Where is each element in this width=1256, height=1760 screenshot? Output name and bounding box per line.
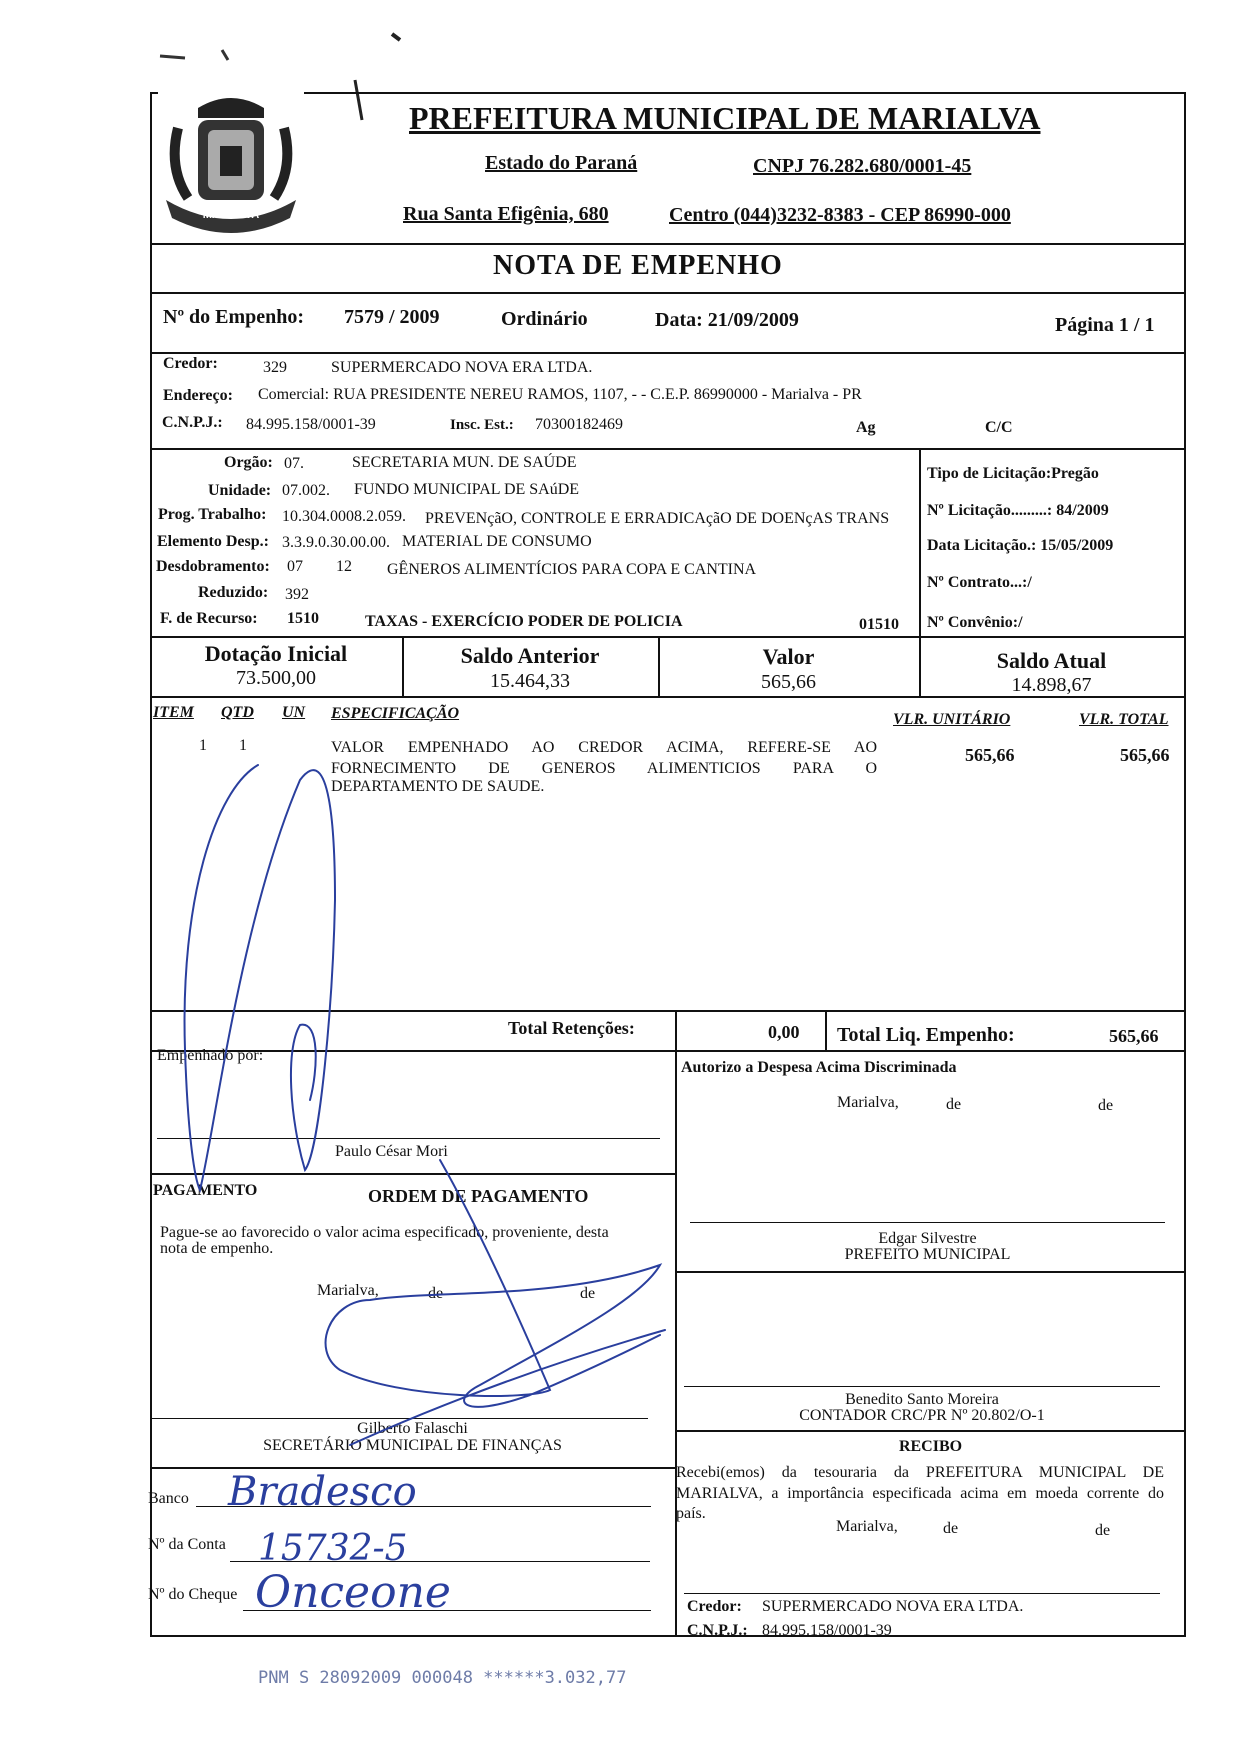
item-desc-line2: FORNECIMENTO DE GENEROS ALIMENTICIOS PARA O	[331, 760, 877, 777]
recibo-cnpj: 84.995.158/0001-39	[762, 1622, 892, 1639]
empenho-number-label: Nº do Empenho:	[163, 306, 305, 328]
item-desc-line1: VALOR EMPENHADO AO CREDOR ACIMA, REFERE-SE AO	[331, 739, 877, 756]
autorizo-de-1: de	[946, 1096, 962, 1113]
secretario-name: Gilberto Falaschi	[357, 1420, 468, 1437]
contador-role: CONTADOR CRC/PR Nº 20.802/O-1	[799, 1407, 1045, 1424]
numero-licitacao: Nº Licitação.........: 84/2009	[927, 502, 1109, 519]
dotacao-inicial-value: 73.500,00	[236, 667, 316, 689]
recibo-credor-name: SUPERMERCADO NOVA ERA LTDA.	[762, 1598, 1024, 1615]
prog-trabalho-code: 10.304.0008.2.059.	[282, 508, 406, 525]
recibo-city: Marialva,	[836, 1518, 898, 1535]
recibo-cnpj-label: C.N.P.J.:	[687, 1622, 748, 1639]
account-label: C/C	[985, 419, 1013, 436]
orgao-code: 07.	[284, 455, 304, 472]
ordem-pagamento-title: ORDEM DE PAGAMENTO	[368, 1186, 589, 1206]
fonte-recurso-name: TAXAS - EXERCÍCIO PODER DE POLICIA	[365, 613, 683, 630]
elemento-name: MATERIAL DE CONSUMO	[402, 533, 592, 550]
insc-est-label: Insc. Est.:	[450, 417, 514, 433]
municipal-crest-icon	[158, 88, 304, 238]
saldo-anterior-value: 15.464,33	[490, 670, 570, 692]
total-retencoes-value: 0,00	[768, 1022, 800, 1042]
prefeito-role: PREFEITO MUNICIPAL	[844, 1246, 1011, 1263]
fonte-recurso-label: F. de Recurso:	[160, 610, 258, 627]
tipo-licitacao: Tipo de Licitação:Pregão	[927, 465, 1099, 482]
empenho-date: Data: 21/09/2009	[655, 309, 799, 331]
desdobramento-name: GÊNEROS ALIMENTÍCIOS PARA COPA E CANTINA	[387, 561, 757, 578]
pagamento-text-1: Pague-se ao favorecido o valor acima especificado, proveniente, desta	[160, 1224, 609, 1241]
saldo-atual-label: Saldo Atual	[996, 648, 1107, 673]
recibo-de-2: de	[1095, 1522, 1111, 1539]
col-vlr-unitario: VLR. UNITÁRIO	[893, 711, 1011, 728]
handwritten-cheque: Onceone	[255, 1567, 451, 1618]
pagamento-city: Marialva,	[317, 1282, 379, 1299]
dotacao-inicial-label: Dotação Inicial	[204, 641, 348, 666]
valor-label: Valor	[762, 644, 815, 669]
col-vlr-total: VLR. TOTAL	[1079, 711, 1169, 728]
autorizo-city: Marialva,	[837, 1094, 899, 1111]
pagamento-label: PAGAMENTO	[153, 1182, 258, 1199]
pagamento-de-1: de	[428, 1285, 444, 1302]
total-liquido-label: Total Liq. Empenho:	[837, 1024, 1015, 1046]
empenho-type: Ordinário	[501, 308, 588, 330]
banco-label: Banco	[148, 1490, 189, 1507]
endereco-label: Endereço:	[163, 387, 233, 404]
insc-est: 70300182469	[535, 416, 623, 433]
fonte-recurso-number: 01510	[859, 616, 899, 633]
item-vlr-unitario: 565,66	[965, 745, 1015, 765]
numero-contrato: Nº Contrato...:/	[927, 574, 1032, 591]
col-qtd: QTD	[221, 704, 254, 721]
item-vlr-total: 565,66	[1120, 745, 1170, 765]
handwritten-banco: Bradesco	[228, 1469, 417, 1515]
recibo-text-1: Recebi(emos) da tesouraria da PREFEITURA MUNICIPAL DE	[676, 1464, 1164, 1481]
prefeito-name: Edgar Silvestre	[878, 1230, 977, 1247]
municipality-cnpj: CNPJ 76.282.680/0001-45	[753, 155, 972, 177]
credor-label: Credor:	[163, 355, 218, 372]
document-title: NOTA DE EMPENHO	[493, 250, 783, 281]
numero-convenio: Nº Convênio:/	[927, 614, 1023, 631]
col-un: UN	[282, 704, 306, 721]
empenho-number: 7579 / 2009	[344, 306, 440, 328]
contador-name: Benedito Santo Moreira	[845, 1391, 999, 1408]
credor-address: Comercial: RUA PRESIDENTE NEREU RAMOS, 1107, - - C.E.P. 86990000 - Marialva - PR	[258, 386, 862, 403]
handwritten-conta: 15732-5	[258, 1528, 408, 1569]
elemento-code: 3.3.9.0.30.00.00.	[282, 534, 390, 551]
municipality-title: PREFEITURA MUNICIPAL DE MARIALVA	[409, 100, 1041, 136]
payment-stamp: PNM S 28092009 000048 ******3.032,77	[258, 1668, 627, 1688]
agency-label: Ag	[856, 419, 876, 436]
saldo-anterior-label: Saldo Anterior	[460, 643, 600, 668]
conta-label: Nº da Conta	[148, 1536, 226, 1553]
unidade-code: 07.002.	[282, 482, 330, 499]
state-name: Estado do Paraná	[485, 152, 638, 174]
cheque-label: Nº do Cheque	[148, 1586, 238, 1603]
recibo-credor-label: Credor:	[687, 1598, 742, 1615]
prog-trabalho-name: PREVENçãO, CONTROLE E ERRADICAçãO DE DOENçAS TRANS	[425, 510, 890, 527]
empenhado-por-label: Empenhado por:	[157, 1047, 264, 1064]
recibo-title: RECIBO	[898, 1438, 963, 1455]
orgao-label: Orgão:	[224, 454, 273, 471]
item-number: 1	[199, 737, 207, 754]
address-details: Centro (044)3232-8383 - CEP 86990-000	[669, 204, 1011, 226]
credor-cnpj-label: C.N.P.J.:	[162, 414, 223, 431]
secretario-role: SECRETÁRIO MUNICIPAL DE FINANÇAS	[263, 1437, 562, 1454]
desdobramento-a: 07	[287, 558, 303, 575]
desdobramento-b: 12	[336, 558, 352, 575]
credor-code: 329	[263, 359, 287, 376]
pagamento-de-2: de	[580, 1285, 596, 1302]
saldo-atual-value: 14.898,67	[1011, 674, 1092, 696]
orgao-name: SECRETARIA MUN. DE SAÚDE	[352, 454, 577, 471]
autorizo-label: Autorizo a Despesa Acima Discriminada	[681, 1059, 957, 1076]
elemento-label: Elemento Desp.:	[157, 533, 269, 550]
item-desc-line3: DEPARTAMENTO DE SAUDE.	[331, 778, 545, 795]
total-retencoes-label: Total Retenções:	[508, 1018, 635, 1038]
valor-value: 565,66	[761, 671, 816, 693]
credor-cnpj: 84.995.158/0001-39	[246, 416, 376, 433]
recibo-de-1: de	[943, 1520, 959, 1537]
crest-ribbon-text: MARIALVA	[202, 209, 260, 221]
credor-name: SUPERMERCADO NOVA ERA LTDA.	[331, 359, 593, 376]
page-number: Página 1 / 1	[1055, 314, 1155, 336]
autorizo-de-2: de	[1098, 1097, 1114, 1114]
data-licitacao: Data Licitação.: 15/05/2009	[927, 537, 1114, 554]
desdobramento-label: Desdobramento:	[156, 558, 270, 575]
reduzido-label: Reduzido:	[198, 584, 269, 601]
item-qtd: 1	[239, 737, 247, 754]
unidade-label: Unidade:	[208, 482, 272, 499]
unidade-name: FUNDO MUNICIPAL DE SAúDE	[354, 481, 580, 498]
pagamento-text-2: nota de empenho.	[160, 1240, 274, 1257]
total-liquido-value: 565,66	[1109, 1026, 1159, 1046]
col-especificacao: ESPECIFICAÇÃO	[331, 705, 460, 722]
recibo-text-2: MARIALVA, a importância especificada acima em moeda corrente do	[676, 1485, 1164, 1502]
recibo-text-3: país.	[676, 1505, 706, 1522]
street-address: Rua Santa Efigênia, 680	[403, 203, 609, 225]
prog-trabalho-label: Prog. Trabalho:	[158, 506, 267, 523]
fonte-recurso-code: 1510	[287, 610, 319, 627]
empenhado-por-name: Paulo César Mori	[335, 1143, 448, 1160]
reduzido-value: 392	[285, 586, 309, 603]
col-item: ITEM	[153, 704, 194, 721]
